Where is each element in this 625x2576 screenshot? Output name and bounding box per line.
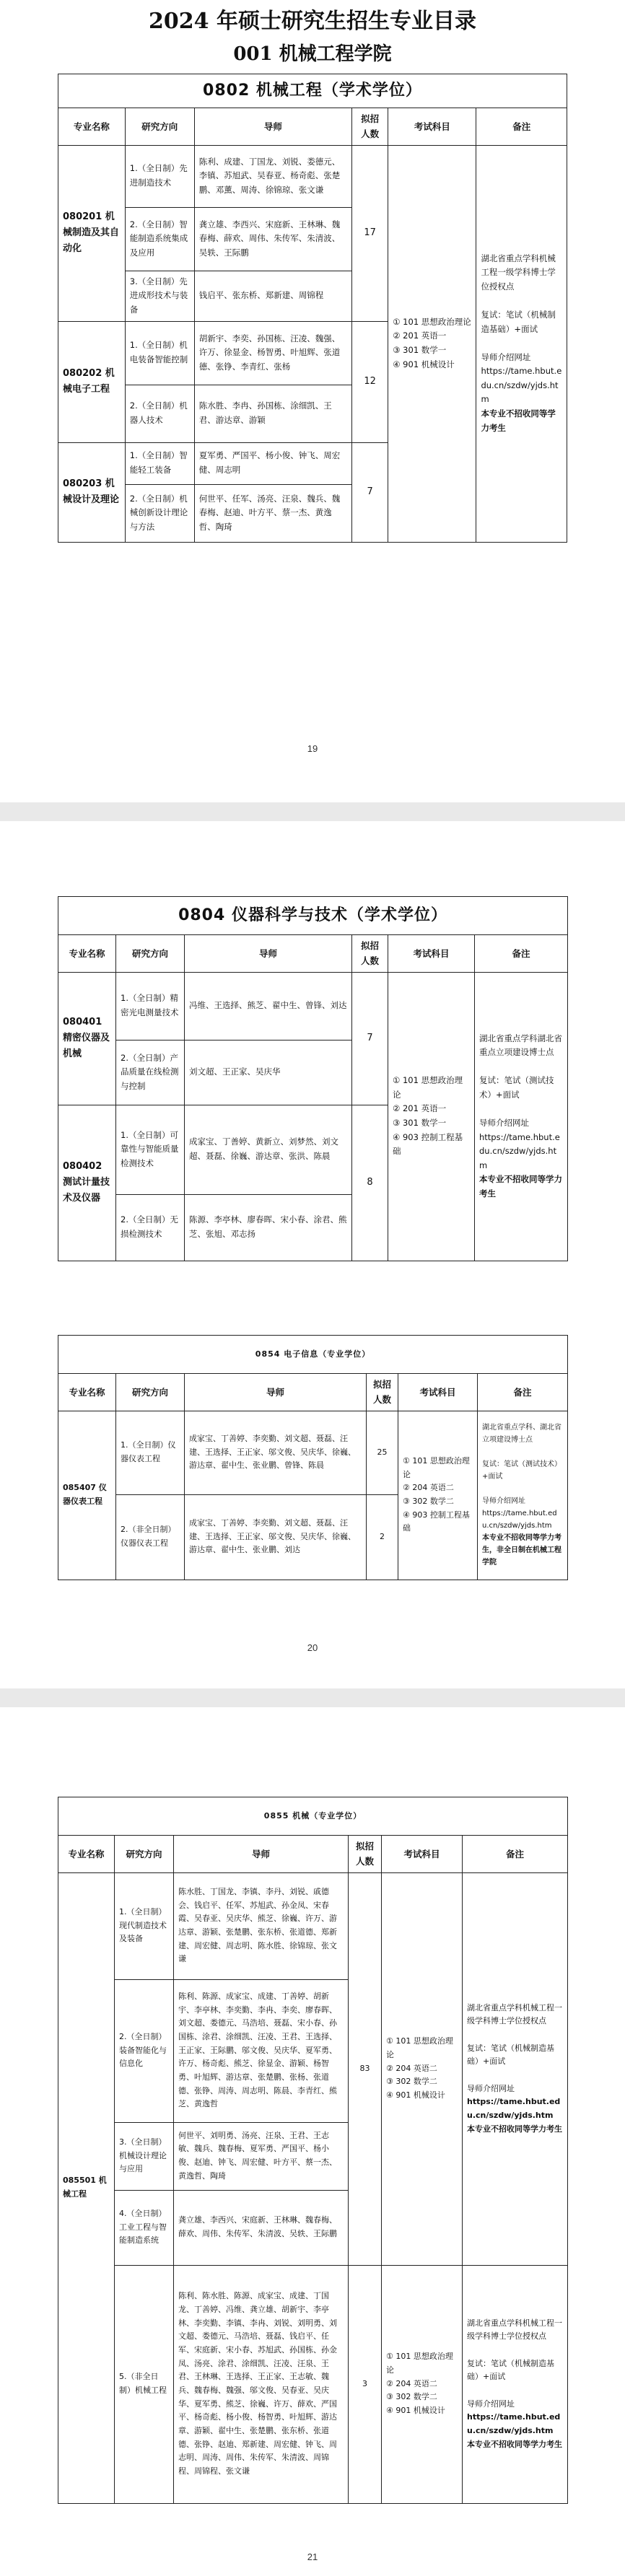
header-direction: 研究方向 — [116, 935, 185, 973]
direction: 3.（全日制）机械设计理论与应用 — [115, 2122, 174, 2190]
enrollment-count: 7 — [352, 972, 388, 1105]
direction: 1.（全日制）精密光电测量技术 — [116, 972, 185, 1040]
header-major: 专业名称 — [58, 1836, 115, 1873]
direction: 2.（全日制）装备智能化与信息化 — [115, 1979, 174, 2122]
direction: 3.（全日制）先进成形技术与装备 — [125, 271, 194, 321]
remarks-text: 湖北省重点学科机械工程一级学科博士学位授权点 复试：笔试（机械制造基础）+面试 导师介绍网址 — [467, 2318, 562, 2409]
direction: 5.（非全日制）机械工程 — [115, 2265, 174, 2503]
remarks-text: 湖北省重点学科机械工程一级学科博士学位授权点 复试：笔试（机械制造基础）+面试 导师介绍网址 — [467, 2002, 562, 2093]
tutors: 陈利、成建、丁国龙、刘锐、娄德元、李镇、苏旭武、吴春亚、杨奇彪、张楚鹏、邓薰、周涛、徐锦琼、张文谦 — [194, 145, 351, 207]
header-count: 拟招人数 — [349, 1836, 382, 1873]
tutors: 陈水胜、丁国龙、李镇、李丹、刘锐、戚德会、钱启平、任军、苏旭武、孙金凤、宋春霞、吴春亚、吴庆华、熊芝、徐巍、许万、游达章、游颖、张楚鹏、张东桥、张道德、郑新建、周宏健、周志明、陈水胜、徐锦琼、张文谦 — [174, 1872, 349, 1979]
header-exam: 考试科目 — [398, 1374, 478, 1411]
remarks — [476, 145, 567, 542]
direction: 2.（全日制）无损检测技术 — [116, 1194, 185, 1261]
tutors: 陈源、李亭林、廖春晖、宋小春、涂君、熊芝、张旭、邓志扬 — [185, 1194, 352, 1261]
enrollment-count: 7 — [352, 442, 388, 542]
header-direction: 研究方向 — [115, 1836, 174, 1873]
enrollment-count: 25 — [367, 1411, 398, 1494]
exam-subjects: ① 101 思想政治理论 ② 204 英语二 ③ 302 数学二 ④ 901 机械设计 — [382, 2265, 463, 2503]
exam-subjects: ① 101 思想政治理论 ② 201 英语一 ③ 301 数学一 ④ 901 机械设计 — [388, 145, 476, 542]
direction: 2.（全日制）产品质量在线检测与控制 — [116, 1040, 185, 1105]
page-21 — [0, 1707, 625, 2576]
remarks — [475, 972, 568, 1261]
page-20 — [0, 821, 625, 1688]
direction: 1.（全日制）先进制造技术 — [125, 145, 194, 207]
remarks — [463, 2265, 568, 2503]
enrollment-count: 3 — [349, 2265, 382, 2503]
tutors: 成家宝、丁善婷、李奕勤、刘文超、聂磊、汪建、王选择、王正家、邬文俊、吴庆华、徐巍、游达章、翟中生、张业鹏、刘达 — [185, 1494, 367, 1580]
table-title: 0855 机械（专业学位） — [58, 1797, 568, 1836]
direction: 1.（全日制）智能轻工装备 — [125, 442, 194, 484]
remarks-bold: 本专业不招收同等学力考生 — [479, 1174, 562, 1199]
document-title: 2024 年硕士研究生招生专业目录 — [149, 9, 476, 34]
tutors: 夏军勇、严国平、杨小俊、钟飞、周宏健、周志明 — [194, 442, 351, 484]
direction: 2.（全日制）机械创新设计理论与方法 — [125, 484, 194, 542]
exam-subjects: ① 101 思想政治理论 ② 204 英语二 ③ 302 数学二 ④ 903 控制工程基础 — [398, 1411, 478, 1580]
direction: 4.（全日制）工业工程与智能制造系统 — [115, 2190, 174, 2265]
header-tutor: 导师 — [185, 935, 352, 973]
header-major: 专业名称 — [58, 108, 126, 146]
table-title: 0802 机械工程（学术学位） — [58, 74, 567, 108]
page-number: 19 — [307, 743, 318, 754]
direction: 1.（全日制）机电装备智能控制 — [125, 321, 194, 385]
table-0804 — [58, 896, 568, 1261]
direction: 2.（非全日制）仪器仪表工程 — [116, 1494, 185, 1580]
exam-subjects: ① 101 思想政治理论 ② 204 英语二 ③ 302 数学二 ④ 901 机械设计 — [382, 1872, 463, 2265]
header-note: 备注 — [475, 935, 568, 973]
header-direction: 研究方向 — [125, 108, 194, 146]
remarks-text: 湖北省重点学科湖北省重点立项建设博士点 复试：笔试（测试技术）+面试 导师介绍网址 https://tame.hbut.edu.cn/szdw/yjds.htm — [479, 1033, 562, 1170]
header-count: 拟招人数 — [352, 108, 388, 146]
table-title: 0854 电子信息（专业学位） — [58, 1336, 568, 1374]
remarks — [478, 1411, 568, 1580]
tutors: 成家宝、丁善婷、黄新立、刘梦然、刘文超、聂磊、徐巍、游达章、张洪、陈晨 — [185, 1105, 352, 1194]
header-tutor: 导师 — [174, 1836, 349, 1873]
table-0802 — [58, 74, 567, 543]
header-exam: 考试科目 — [388, 108, 476, 146]
major-name: 080401 精密仪器及机械 — [58, 972, 116, 1105]
remarks-text: 湖北省重点学科机械工程一级学科博士学位授权点 复试：笔试（机械制造基础）+面试 导师介绍网址 https://tame.hbut.edu.cn/szdw/yjds.htm — [481, 253, 562, 405]
tutors: 陈水胜、李冉、孙国栋、涂细凯、王君、游达章、游颖 — [194, 385, 351, 442]
tutors: 胡新宇、李奕、孙国栋、汪凌、魏强、许万、徐显金、杨智勇、叶旭辉、张道德、张铮、李青红、张杨 — [194, 321, 351, 385]
tutors: 何世平、刘明勇、汤亮、汪泉、王君、王志敏、魏兵、魏春梅、夏军勇、严国平、杨小俊、赵迪、钟飞、周宏健、叶方平、蔡一杰、黄逸哲、陶琦 — [174, 2122, 349, 2190]
page-number: 21 — [307, 2551, 318, 2562]
header-note: 备注 — [478, 1374, 568, 1411]
header-exam: 考试科目 — [388, 935, 475, 973]
direction: 1.（全日制）现代制造技术及装备 — [115, 1872, 174, 1979]
tutors: 陈利、陈水胜、陈源、成家宝、成建、丁国龙、丁善婷、冯维、龚立雄、胡新宇、李亭林、李奕勤、李镇、李冉、刘锐、刘明勇、刘文超、娄德元、马浩培、聂磊、钱启平、任军、宋庭新、宋小春、苏旭武、孙国栋、孙金凤、汤亮、涂君、涂细凯、汪凌、汪泉、王君、王林琳、王选择、王正家、王志敏、魏兵、魏春梅、魏强、邬文俊、吴春亚、吴庆华、夏军勇、熊芝、徐巍、许万、薛欢、严国平、杨奇彪、杨小俊、杨智勇、叶旭辉、游达章、游颖、翟中生、张楚鹏、张东桥、张道德、张铮、赵迪、郑新建、周宏健、钟飞、周志明、周涛、周伟、朱传军、朱清波、周锦程、周锦程、张文谦 — [174, 2265, 349, 2503]
major-name: 080203 机械设计及理论 — [58, 442, 126, 542]
remarks-bold: https://tame.hbut.edu.cn/szdw/yjds.htm 本专业不招收同等学力考生 — [467, 2412, 562, 2449]
header-tutor: 导师 — [185, 1374, 367, 1411]
remarks-bold: https://tame.hbut.edu.cn/szdw/yjds.htm 本专业不招收同等学力考生 — [467, 2097, 562, 2134]
remarks-text: 湖北省重点学科、湖北省立项建设博士点 复试：笔试（测试技术）+面试 导师介绍网址 https://tame.hbut.edu.cn/szdw/yjds.htm — [482, 1424, 561, 1530]
header-major: 专业名称 — [58, 935, 116, 973]
enrollment-count: 17 — [352, 145, 388, 321]
major-name: 085407 仪器仪表工程 — [58, 1411, 116, 1580]
enrollment-count: 12 — [352, 321, 388, 442]
enrollment-count: 2 — [367, 1494, 398, 1580]
header-exam: 考试科目 — [382, 1836, 463, 1873]
tutors: 成家宝、丁善婷、李奕勤、刘文超、聂磊、汪建、王选择、王正家、邬文俊、吴庆华、徐巍、游达章、翟中生、张业鹏、曾锋、陈晨 — [185, 1411, 367, 1494]
direction: 1.（全日制）仪器仪表工程 — [116, 1411, 185, 1494]
college-title: 001 机械工程学院 — [233, 43, 392, 65]
direction: 2.（全日制）机器人技术 — [125, 385, 194, 442]
table-title: 0804 仪器科学与技术（学术学位） — [58, 897, 568, 935]
remarks-bold: 本专业不招收同等学力考生，非全日制在机械工程学院 — [482, 1534, 561, 1567]
header-note: 备注 — [463, 1836, 568, 1873]
direction: 2.（全日制）智能制造系统集成及应用 — [125, 207, 194, 271]
tutors: 冯维、王选择、熊芝、翟中生、曾锋、刘达 — [185, 972, 352, 1040]
direction: 1.（全日制）可靠性与智能质量检测技术 — [116, 1105, 185, 1194]
enrollment-count: 8 — [352, 1105, 388, 1261]
header-major: 专业名称 — [58, 1374, 116, 1411]
tutors: 刘文超、王正家、吴庆华 — [185, 1040, 352, 1105]
remarks-bold: 本专业不招收同等学力考生 — [481, 408, 556, 433]
header-count: 拟招人数 — [367, 1374, 398, 1411]
tutors: 龚立雄、李西兴、宋庭新、王林琳、魏春梅、薛欢、周伟、朱传军、朱清波、吴轶、王际鹏 — [194, 207, 351, 271]
major-name: 080202 机械电子工程 — [58, 321, 126, 442]
exam-subjects: ① 101 思想政治理论 ② 201 英语一 ③ 301 数学一 ④ 903 控制工程基础 — [388, 972, 475, 1261]
header-tutor: 导师 — [194, 108, 351, 146]
major-name: 085501 机械工程 — [58, 1872, 115, 2503]
major-name: 080402 测试计量技术及仪器 — [58, 1105, 116, 1261]
enrollment-count: 83 — [349, 1872, 382, 2265]
header-direction: 研究方向 — [116, 1374, 185, 1411]
page-19 — [0, 0, 625, 802]
tutors: 龚立雄、李西兴、宋庭新、王林琳、魏春梅、薛欢、周伟、朱传军、朱清波、吴轶、王际鹏 — [174, 2190, 349, 2265]
table-0854 — [58, 1335, 568, 1580]
table-0855 — [58, 1797, 568, 2504]
page-number: 20 — [307, 1642, 318, 1653]
header-count: 拟招人数 — [352, 935, 388, 973]
tutors: 钱启平、张东桥、郑新建、周锦程 — [194, 271, 351, 321]
major-name: 080201 机械制造及其自动化 — [58, 145, 126, 321]
remarks — [463, 1872, 568, 2265]
tutors: 何世平、任军、汤亮、汪泉、魏兵、魏春梅、赵迪、叶方平、蔡一杰、黄逸哲、陶琦 — [194, 484, 351, 542]
tutors: 陈利、陈源、成家宝、成建、丁善婷、胡新宇、李亭林、李奕勤、李冉、李奕、廖春晖、刘文超、娄德元、马浩培、聂磊、宋小春、孙国栋、涂君、涂细凯、汪凌、王君、王选择、王正家、王际鹏、邬文俊、吴庆华、夏军勇、许万、杨奇彪、熊芝、徐显金、游颖、杨智勇、叶旭辉、游达章、张楚鹏、张杨、张道德、张铮、周涛、周志明、陈晨、李青红、熊芝、黄逸哲 — [174, 1979, 349, 2122]
header-note: 备注 — [476, 108, 567, 146]
